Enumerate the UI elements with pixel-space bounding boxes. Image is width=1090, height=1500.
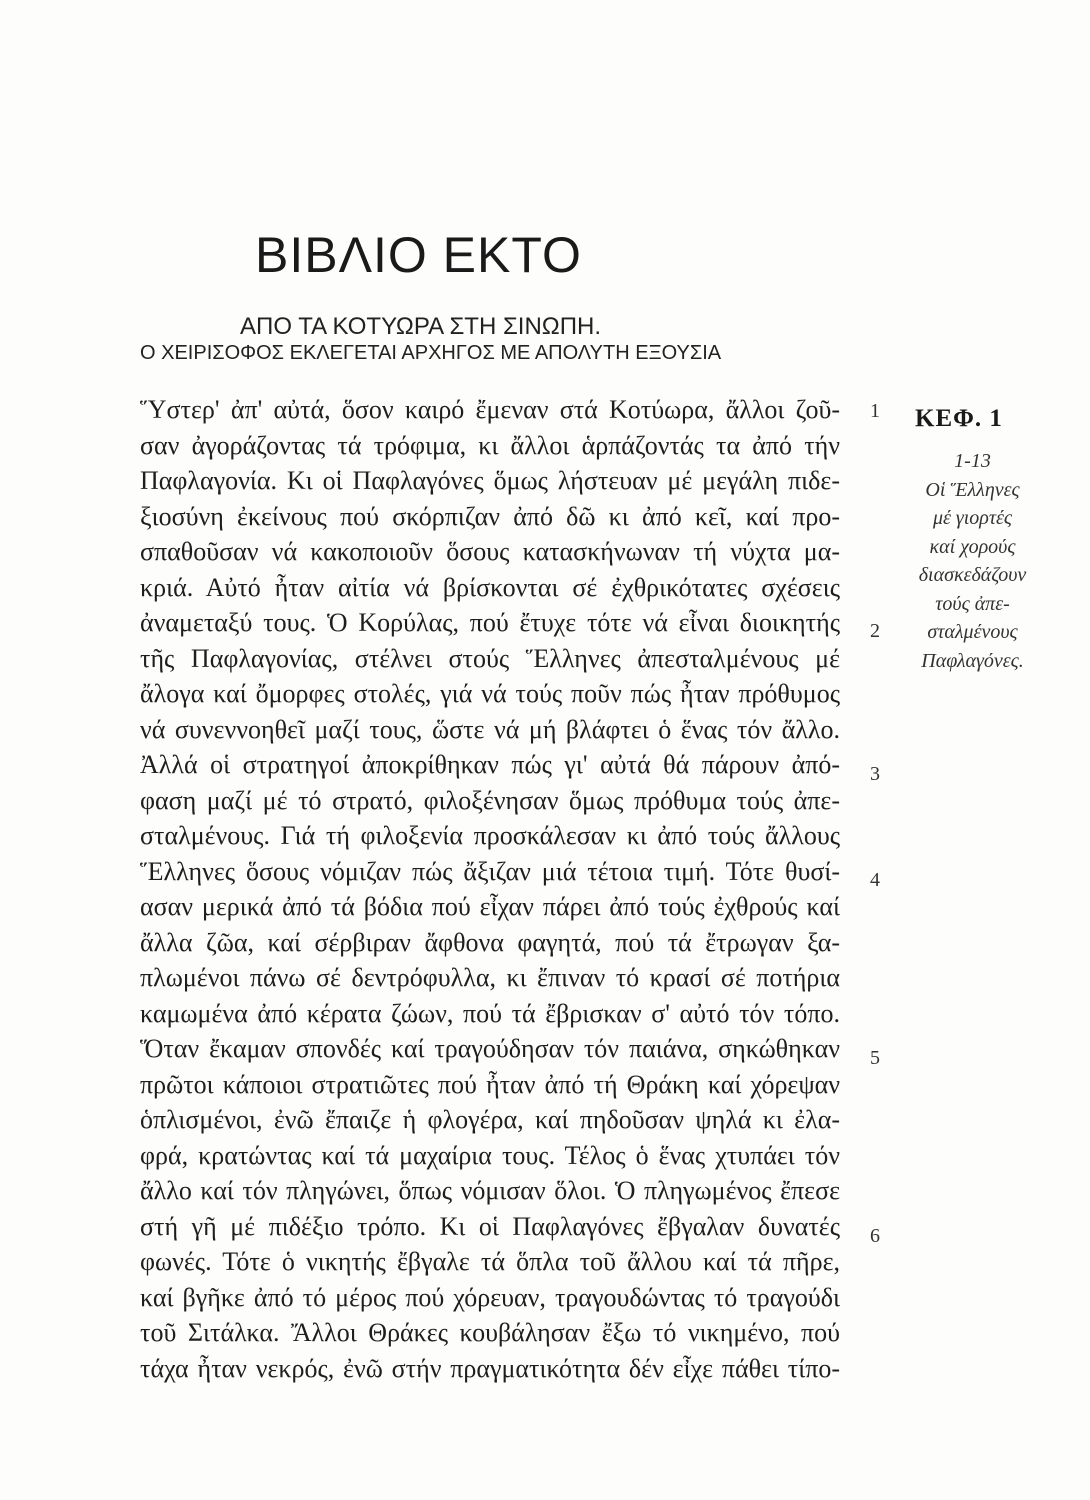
book-title: ΒΙΒΛΙΟ ΕΚΤΟ [255, 227, 582, 283]
paragraph-number: 2 [870, 620, 880, 642]
paragraph-number: 4 [870, 869, 880, 891]
text-line: ασαν μερικά ἀπό τά βόδια πού εἶχαν πάρει ἀπό τούς ἐχθρούς καί [140, 892, 840, 921]
text-line: Ἀλλά οἱ στρατηγοί ἀποκρίθηκαν πώς γι' αὐτά θά πάρουν ἀπό- [140, 750, 840, 779]
text-line: Ὅταν ἔκαμαν σπονδές καί τραγούδησαν τόν παιάνα, σηκώθηκαν [140, 1034, 840, 1063]
margin-note [880, 447, 1065, 675]
text-line: σπαθοῦσαν νά κακοποιοῦν ὅσους κατασκήνωναν τή νύχτα μα- [140, 537, 840, 566]
margin-note-line: μέ γιορτές [932, 507, 1013, 529]
paragraph-number: 3 [870, 763, 880, 785]
text-line: στή γῆ μέ πιδέξιο τρόπο. Κι οἱ Παφλαγόνες ἔβγαλαν δυνατές [140, 1211, 840, 1241]
text-line: ἀναμεταξύ τους. Ὁ Κορύλας, πού ἔτυχε τότε νά εἶναι διοικητής [140, 608, 840, 637]
text-line: καί βγῆκε ἀπό τό μέρος πού χόρευαν, τραγουδώντας τό τραγούδι [140, 1282, 840, 1312]
margin-note-line: Παφλαγόνες. [921, 649, 1024, 672]
text-line: τοῦ Σιτάλκα. Ἄλλοι Θράκες κουβάλησαν ἔξω τό νικημένο, πού [140, 1318, 840, 1347]
text-line: φωνές. Τότε ὁ νικητής ἔβγαλε τά ὅπλα τοῦ ἄλλου καί τά πῆρε, [140, 1247, 840, 1276]
text-line: φρά, κρατώντας καί τά μαχαίρια τους. Τέλος ὁ ἕνας χτυπάει τόν [140, 1140, 840, 1170]
margin-note-line: Οἱ Ἕλληνες [925, 478, 1020, 501]
text-line: ὁπλισμένοι, ἐνῶ ἔπαιζε ἡ φλογέρα, καί πηδοῦσαν ψηλά κι ἐλα- [140, 1105, 840, 1134]
text-line: ἄλλο καί τόν πληγώνει, ὅπως νόμισαν ὅλοι. Ὁ πληγωμένος ἔπεσε [140, 1176, 840, 1205]
paragraph-number: 6 [870, 1225, 880, 1247]
margin-note-line: τούς ἀπε- [935, 592, 1010, 615]
text-line: σταλμένους. Γιά τή φιλοξενία προσκάλεσαν κι ἀπό τούς ἄλλους [140, 821, 840, 850]
text-line: ξιοσύνη ἐκείνους πού σκόρπιζαν ἀπό δῶ κι ἀπό κεῖ, καί προ- [140, 501, 840, 531]
text-line: ἄλλα ζῶα, καί σέρβιραν ἄφθονα φαγητά, πού τά ἔτρωγαν ξα- [140, 927, 840, 957]
margin-note-line: καί χορούς [929, 535, 1016, 558]
text-line: Παφλαγονία. Κι οἱ Παφλαγόνες ὅμως λήστευαν μέ μεγάλη πιδε- [140, 466, 840, 495]
text-line: ἄλογα καί ὄμορφες στολές, γιά νά τούς ποῦν πώς ἦταν πρόθυμος [140, 679, 840, 708]
text-line: φαση μαζί μέ τό στρατό, φιλοξένησαν ὅμως πρόθυμα τούς ἀπε- [140, 785, 840, 815]
text-line: πρῶτοι κάποιοι στρατιῶτες πού ἦταν ἀπό τή Θράκη καί χόρεψαν [140, 1069, 840, 1099]
margin-note-line: σταλμένους [927, 621, 1018, 643]
text-line: καμωμένα ἀπό κέρατα ζώων, πού τά ἔβρισκαν σ' αὐτό τόν τόπο. [140, 998, 840, 1028]
margin-note-range: 1-13 [954, 450, 991, 472]
paragraph-number: 5 [870, 1047, 880, 1069]
body-text [140, 392, 840, 1386]
margin-note-line: διασκεδάζουν [918, 564, 1027, 586]
chapter-label: ΚΕΦ. 1 [915, 405, 1003, 432]
text-line: κριά. Αὐτό ἦταν αἰτία νά βρίσκονται σέ ἐχθρικότατες σχέσεις [140, 572, 840, 602]
text-line: Ὕστερ' ἀπ' αὐτά, ὅσον καιρό ἔμεναν στά Κοτύωρα, ἄλλοι ζοῦ- [140, 395, 840, 424]
paragraph-number: 1 [870, 400, 880, 422]
text-line: πλωμένοι πάνω σέ δεντρόφυλλα, κι ἔπιναν τό κρασί σέ ποτήρια [140, 963, 840, 992]
text-line: νά συνεννοηθεῖ μαζί τους, ὥστε νά μή βλάφτει ὁ ἕνας τόν ἄλλο. [140, 714, 840, 744]
text-line: τάχα ἦταν νεκρός, ἐνῶ στήν πραγματικότητα δέν εἶχε πάθει τίπο- [140, 1353, 840, 1383]
chapter-subtitle-line-2: Ο ΧΕΙΡΙΣΟΦΟΣ ΕΚΛΕΓΕΤΑΙ ΑΡΧΗΓΟΣ ΜΕ ΑΠΟΛΥΤΗ ΕΞΟΥΣΙΑ [140, 342, 722, 364]
text-line: τῆς Παφλαγονίας, στέλνει στούς Ἕλληνες ἀπεσταλμένους μέ [140, 643, 840, 673]
chapter-subtitle-line-1: ΑΠΟ ΤΑ ΚΟΤΥΩΡΑ ΣΤΗ ΣΙΝΩΠΗ. [240, 313, 602, 340]
text-line: σαν ἀγοράζοντας τά τρόφιμα, κι ἄλλοι ἁρπάζοντάς τα ἀπό τήν [140, 430, 840, 460]
text-line: Ἕλληνες ὅσους νόμιζαν πώς ἄξιζαν μιά τέτοια τιμή. Τότε θυσί- [140, 856, 840, 886]
